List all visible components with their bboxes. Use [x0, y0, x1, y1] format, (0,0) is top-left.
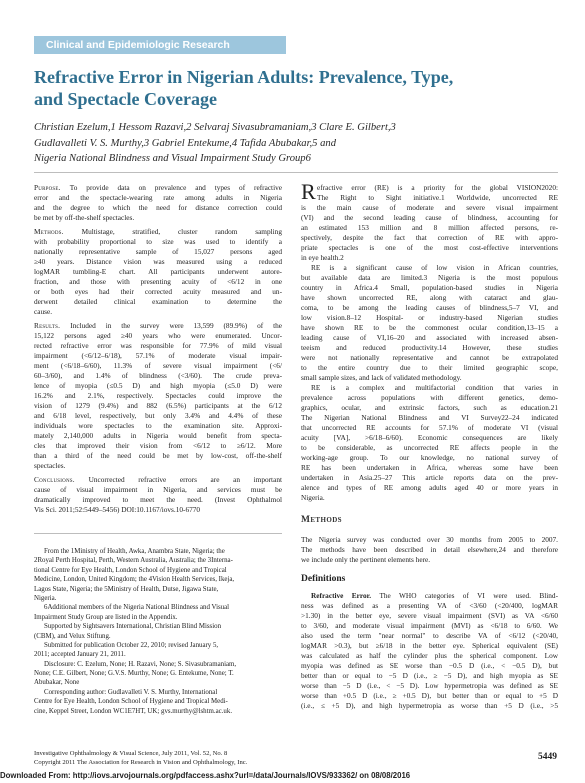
results-line: [34, 321, 282, 331]
affiliation-line: From the 1Ministry of Health, Awka, Anambra State, Nigeria; the: [44, 548, 225, 555]
results-line: lence of myopia (≤0.5 D) and high myopia (≤5.0 D) were: [34, 381, 282, 390]
results-line: vision of 1279 (9.4%) and 882 (6.5%) participants at the 6/12: [34, 401, 282, 410]
methods-line: The methods have been described in detail elsewhere,24 and therefore: [301, 545, 558, 554]
definitions-line: logMAR >0.3), but ≥6/18 in the better eye. Spherical equivalent (SE): [301, 641, 558, 650]
authors-line: Nigeria National Blindness and Visual Impairment Study Group6: [34, 153, 311, 165]
intro-line: in eye health.2: [301, 253, 344, 262]
intro-line: efractive error (RE) is a priority for the global VISION2020:: [317, 183, 558, 192]
conclusions-line: cause of visual impairment in Nigeria, and services must be: [34, 485, 282, 494]
results-line: impairment (<6/12–6/18), 57.1% of moderate visual impair-: [34, 351, 282, 360]
methods-text: [301, 535, 558, 565]
methods-line: cause.: [34, 307, 53, 316]
methods-line: with probability proportional to size was used to identify a: [34, 237, 282, 246]
affiliation-line: cine, Keppel Street, London WC1E7HT, UK; gvs.murthy@lshtm.ac.uk.: [34, 707, 233, 715]
abstract: [34, 183, 282, 515]
section-banner: Clinical and Epidemiologic Research: [34, 36, 286, 54]
results-line: and 6/18 level, respectively, but only 3.4% and 4.4% of these: [34, 411, 282, 420]
intro-line: alence and types of RE among adults aged 40 or more years in: [301, 483, 558, 492]
drop-cap: R: [301, 179, 316, 204]
authors-line: Gudlavalleti V. S. Murthy,3 Gabriel Entekume,4 Tafida Abubakar,5 and: [34, 137, 337, 149]
affiliation-line: None; C.E. Gilbert, None; G.V.S. Murthy, None; G. Entekume, None; T.: [34, 670, 234, 678]
affiliation-line: Corresponding author: Gudlavalleti V. S. Murthy, International: [44, 688, 218, 696]
intro-line: working-age group. To our knowledge, no national survey of: [301, 453, 558, 462]
results-line: mately 2,140,000 adults in Nigeria would benefit from specta-: [34, 431, 282, 440]
intro-line: to be considerable, as uncorrected RE affects people in the: [301, 443, 558, 452]
affiliation-line: Medicine, London, United Kingdom; the 4Vision Health Services, Ikeja,: [34, 576, 235, 584]
definitions-line: myopia was defined as SE worse than −0.5 D (i.e., < −0.5 D), but: [301, 661, 558, 670]
results-line: individuals wore spectacles to the examination site. Approxi-: [34, 421, 282, 430]
intro-line: undertaken in Asia.25–27 This article reports data on the prev-: [301, 473, 558, 482]
introduction-text: [301, 183, 558, 503]
definitions-line: to 3/60, and moderate visual impairment (MVI) as <6/18 to 6/60. We: [301, 621, 558, 630]
affiliation-line: Abubakar, None: [34, 679, 80, 687]
intro-line: to the entire country due to their limited geographic scope,: [301, 363, 558, 372]
intro-line: (VI) and the second leading cause of blindness, accounting for: [301, 213, 558, 222]
title-line: and Spectacle Coverage: [34, 89, 217, 109]
article-title: [34, 66, 554, 110]
download-notice[interactable]: Downloaded From: http://iovs.arvojournals.org/pdfaccess.ashx?url=/data/Journals/IOVS/933362/ on 08/08/2016: [0, 771, 411, 780]
affiliations-footnote: [34, 547, 282, 716]
intro-line: an estimated 153 million and 8 million affected persons, re-: [301, 223, 558, 232]
definitions-line: worse than −5 D (i.e., < −5 D). Low hypermetropia was defined as SE: [301, 681, 558, 690]
affiliation-line: Lagos State, Nigeria; the 5Ministry of Health, Dutse, Jigawa State,: [34, 585, 219, 593]
intro-line: RE has been undertaken in Africa, whereas some have been: [301, 463, 558, 472]
methods-line: [34, 227, 282, 237]
definitions-line: was calculated as half the cylinder plus the spherical component. Low: [301, 651, 558, 660]
methods-line: or both eyes had their corrected acuity measured and un-: [34, 287, 282, 296]
affiliation-line: Submitted for publication October 22, 2010; revised January 5,: [44, 641, 219, 649]
line-text: Multistage, stratified, cluster random sampling: [81, 227, 282, 236]
intro-line: RE is a complex and multifactorial condition that varies in: [311, 383, 558, 392]
methods-label: Methods.: [34, 227, 82, 236]
title-line: Refractive Error in Nigerian Adults: Prevalence, Type,: [34, 67, 454, 87]
intro-line: graphics, ocular, and extrinsic factors, such as education.21: [301, 403, 558, 412]
intro-line: RE is a significant cause of low vision in African countries,: [311, 263, 558, 272]
line-text: Uncorrected refractive errors are an important: [88, 475, 282, 484]
definitions-line: ness was defined as a presenting VA of <3/60 (<20/400, logMAR: [301, 601, 558, 610]
affiliation-line: Supported by Sightsavers International, Christian Blind Mission: [44, 623, 222, 631]
journal-footer: Investigative Ophthalmology & Visual Science, July 2011, Vol. 52, No. 8: [34, 750, 228, 757]
definitions-heading: Definitions: [301, 574, 346, 584]
intro-line: spectively, despite the fact that correction of RE with appro-: [301, 233, 558, 242]
copyright-footer: Copyright 2011 The Association for Research in Vision and Ophthalmology, Inc.: [34, 759, 248, 766]
purpose-line: error and the spectacle-wearing rate among adults in Nigeria: [34, 193, 282, 202]
results-line: ment (<6/18–6/60), 11.3% of severe visual impairment (<6/: [34, 361, 282, 370]
intro-line: low vision.8–12 Hospital- or industry-based Nigerian studies: [301, 313, 558, 322]
affiliation-line: 6Additional members of the Nigeria National Blindness and Visual: [44, 604, 230, 612]
conclusions-line: Vis Sci. 2011;52:5449–5456) DOI:10.1167/iovs.10-6770: [34, 505, 201, 514]
methods-heading: Methods: [301, 515, 342, 525]
affiliation-line: Nigeria.: [34, 594, 57, 602]
intro-line: have shown uncorrected RE, along with cataract and glau-: [301, 293, 558, 302]
affiliation-line: (CBM), and Velux Stiftung.: [34, 632, 111, 640]
intro-line: small sample sizes, and lack of validated methodology.: [301, 373, 462, 382]
intro-line: country in Africa.4 Small, population-based studies in Nigeria: [301, 283, 558, 292]
conclusions-line: [34, 475, 282, 485]
methods-line: fraction, and those with presenting acuity of <6/12 in one: [34, 277, 282, 286]
methods-line: logMAR tumbling-E chart. All participants underwent autore-: [34, 267, 282, 276]
conclusions-label: Conclusions.: [34, 475, 89, 484]
methods-line: The Nigeria survey was conducted over 30 months from 2005 to 2007.: [301, 535, 558, 544]
intro-line: Nigeria.: [301, 493, 325, 502]
line-text: The WHO categories of VI were used. Blind-: [379, 591, 558, 600]
author-list: [34, 120, 564, 167]
definitions-line: >1.30) in the better eye, severe visual impairment (SVI) as VA <6/60: [301, 611, 558, 620]
page-number: 5449: [538, 752, 557, 762]
affiliation-line: tional Centre for Eye Health, London School of Hygiene and Tropical: [34, 566, 227, 574]
intro-line: leading cause of VI,16–20 and associated with increased absen-: [301, 333, 558, 342]
definitions-text: [301, 591, 558, 711]
affiliation-line: 2011; accepted January 21, 2011.: [34, 651, 126, 659]
intro-line: prevalence across populations with different genetics, demo-: [301, 393, 558, 402]
refractive-error-label: Refractive Error.: [311, 591, 380, 600]
affiliation-line: 2Royal Perth Hospital, Perth, Western Australia, Australia; the 3Interna-: [34, 557, 233, 565]
intro-line: that uncorrected RE accounts for 57.1% of moderate VI (visual: [301, 423, 558, 432]
intro-line: acuity [VA], >6/18–6/60). Economic consequences are likely: [301, 433, 558, 442]
results-line: 16.2% and 2.1%, respectively. Spectacles could improve the: [34, 391, 282, 400]
results-line: spectacles.: [34, 461, 66, 470]
intro-line: coma, to be among the leading causes of blindness,5–7 VI, and: [301, 303, 558, 312]
purpose-line: and the degree to which the need for distance correction could: [34, 203, 282, 212]
results-label: Results.: [34, 321, 71, 330]
definitions-line: [301, 591, 558, 601]
definitions-line: also used the term "near normal" to describe VA of <6/12 (<20/40,: [301, 631, 558, 640]
methods-line: ≥40 years. Distance vision was measured using a reduced: [34, 257, 282, 266]
results-line: 60–3/60), and 1.4% of blindness (<3/60). The crude preva-: [34, 371, 282, 380]
intro-line: The Nigerian National Blindness and VI Survey22–24 indicated: [301, 413, 558, 422]
intro-line: teeism and reduced productivity.14 However, these studies: [301, 343, 558, 352]
methods-line: nationally representative sample of 15,027 persons aged: [34, 247, 282, 256]
definitions-line: better than or equal to −5 D (i.e., ≥ −5 D), and high myopia as SE: [301, 671, 558, 680]
definitions-line: (i.e., ≤ +5 D), and high hypermetropia as worse than +5 D (i.e., >5: [301, 701, 558, 710]
intro-line: The Right to Sight initiative.1 Worldwide, uncorrected RE: [317, 193, 558, 202]
purpose-line: be met by off-the-shelf spectacles.: [34, 213, 135, 222]
affiliation-line: Centre for Eye Health, London School of Hygiene and Tropical Medi-: [34, 698, 228, 706]
intro-line: but available data are limited.3 Nigeria is the most populous: [301, 273, 558, 282]
methods-line: we include only the pertinent elements here.: [301, 555, 431, 564]
line-text: To provide data on prevalence and types of refractive: [69, 183, 282, 192]
results-line: 15,122 persons aged ≥40 years who were enumerated. Uncor-: [34, 331, 282, 340]
abstract-divider: [34, 533, 282, 534]
intro-line: were not nationally representative and cannot be extrapolated: [301, 353, 558, 362]
line-text: Included in the survey were 13,599 (89.9%) of the: [70, 321, 282, 330]
results-line: rected refractive error was responsible for 77.9% of mild visual: [34, 341, 282, 350]
authors-line: Christian Ezelum,1 Hessom Razavi,2 Selvaraj Sivasubramaniam,3 Clare E. Gilbert,3: [34, 122, 396, 133]
affiliation-line: Impairment Study Group are listed in the Appendix.: [34, 613, 178, 621]
intro-line: is the main cause of moderate and severe visual impairment: [301, 203, 558, 212]
results-line: than a third of the need could be met by low-cost, off-the-shelf: [34, 451, 282, 460]
results-line: cles that improved their vision from <6/12 to ≥6/12. More: [34, 441, 282, 450]
methods-line: derwent detailed clinical examination to determine the: [34, 297, 282, 306]
title-divider: [34, 172, 558, 173]
purpose-label: Purpose.: [34, 183, 70, 192]
definitions-line: worse than +0.5 D (i.e., ≥ +0.5 D), but better than or equal to +5 D: [301, 691, 558, 700]
purpose-line: [34, 183, 282, 193]
intro-line: priate spectacles is one of the most cost-effective interventions: [301, 243, 558, 252]
affiliation-line: Disclosure: C. Ezelum, None; H. Razavi, None; S. Sivasubramaniam,: [44, 660, 237, 668]
intro-line: have shown RE to be the commonest ocular condition,13–15 a: [301, 323, 558, 332]
conclusions-line: dramatically improved to meet the need. (Invest Ophthalmol: [34, 495, 282, 504]
